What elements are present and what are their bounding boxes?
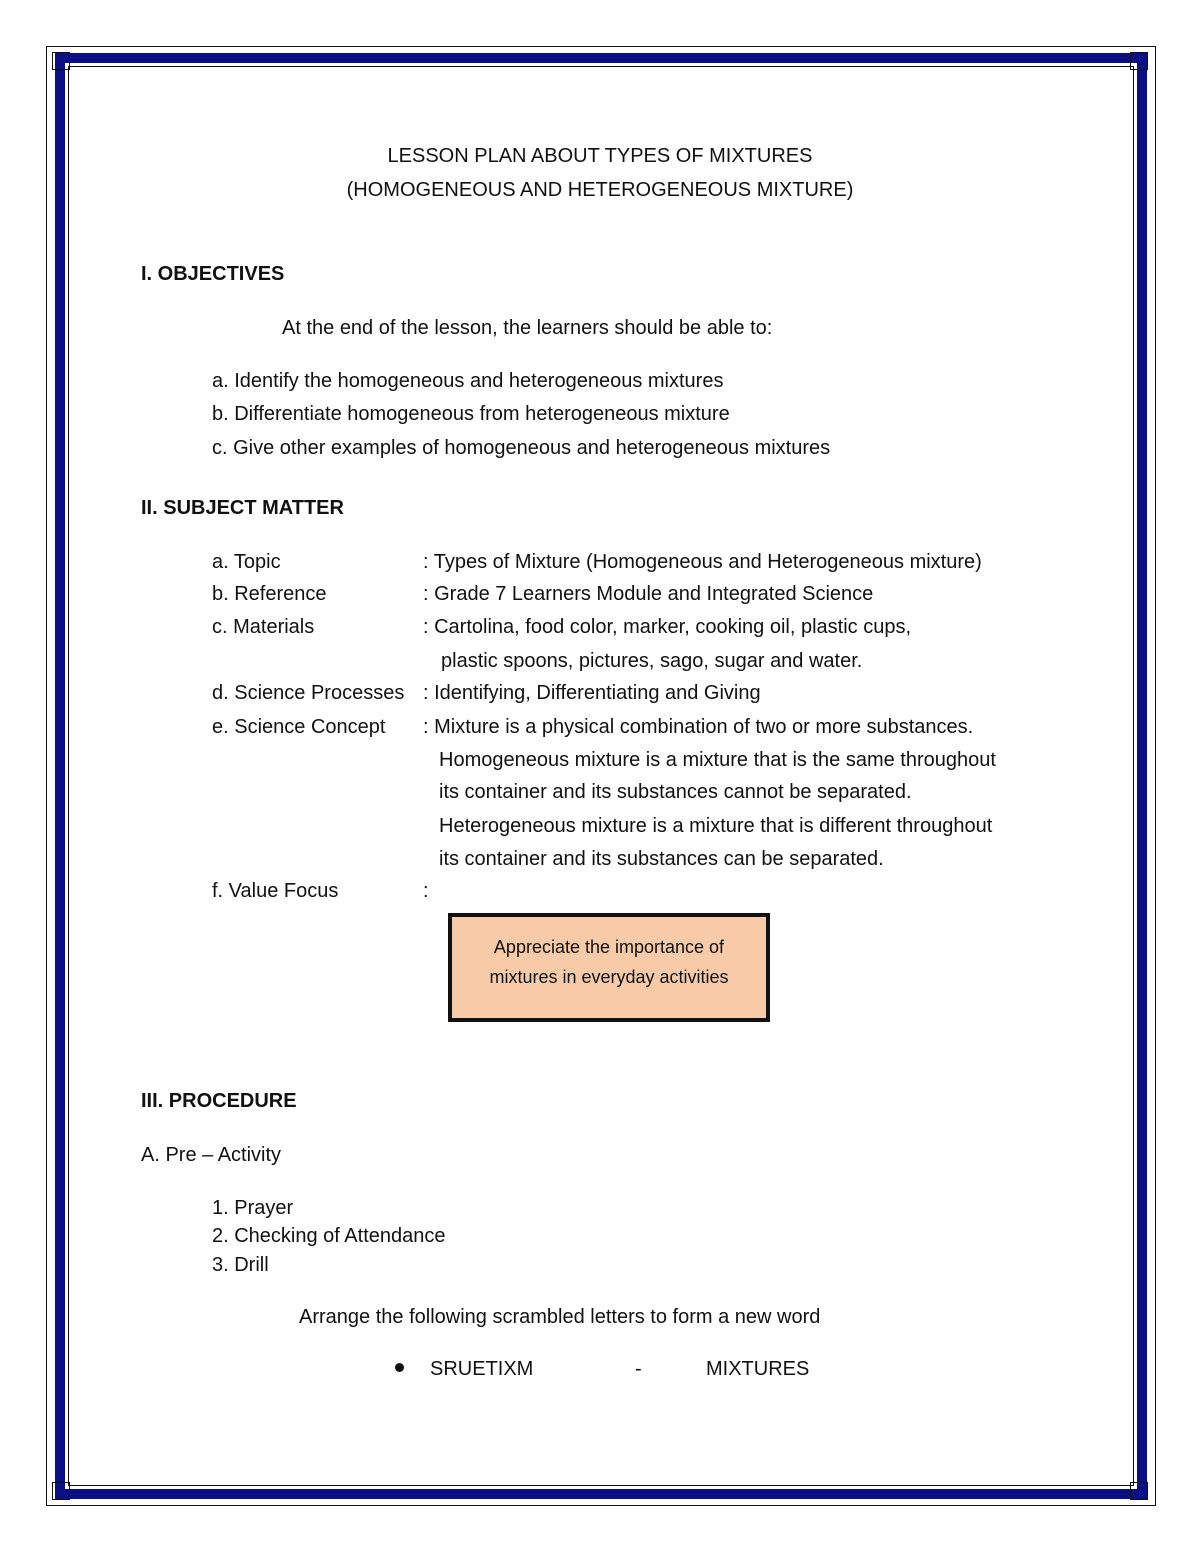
subject-label-concept: e. Science Concept bbox=[212, 716, 386, 738]
procedure-step: 2. Checking of Attendance bbox=[212, 1225, 446, 1247]
subject-value-concept-cont: its container and its substances can be separated. bbox=[439, 848, 884, 870]
corner-ornament-top-right bbox=[1130, 52, 1148, 70]
corner-ornament-bottom-left bbox=[52, 1482, 70, 1500]
scramble-dash: - bbox=[635, 1358, 642, 1380]
procedure-heading: III. PROCEDURE bbox=[141, 1090, 297, 1112]
subject-label-reference: b. Reference bbox=[212, 583, 327, 605]
subject-label-materials: c. Materials bbox=[212, 616, 315, 638]
subject-value-concept: : Mixture is a physical combination of two or more substances. bbox=[423, 716, 974, 738]
value-focus-box bbox=[448, 913, 770, 1022]
subject-value-materials-cont: plastic spoons, pictures, sago, sugar and water. bbox=[441, 650, 863, 672]
subject-value-concept-cont: its container and its substances cannot be separated. bbox=[439, 781, 912, 803]
unscrambled-answer: MIXTURES bbox=[706, 1358, 810, 1380]
subject-matter-heading: II. SUBJECT MATTER bbox=[141, 497, 344, 519]
objectives-heading: I. OBJECTIVES bbox=[141, 263, 285, 285]
document-subtitle: (HOMOGENEOUS AND HETEROGENEOUS MIXTURE) bbox=[346, 179, 854, 201]
subject-value-topic: : Types of Mixture (Homogeneous and Heterogeneous mixture) bbox=[423, 551, 982, 573]
subject-value-value-focus: : bbox=[423, 880, 429, 902]
value-focus-line: mixtures in everyday activities bbox=[489, 967, 729, 987]
subject-label-value-focus: f. Value Focus bbox=[212, 880, 339, 902]
procedure-step: 3. Drill bbox=[212, 1254, 269, 1276]
document-title: LESSON PLAN ABOUT TYPES OF MIXTURES bbox=[387, 145, 813, 167]
subject-value-concept-cont: Heterogeneous mixture is a mixture that is different throughout bbox=[439, 815, 993, 837]
corner-ornament-top-left bbox=[52, 52, 70, 70]
subject-value-materials: : Cartolina, food color, marker, cooking oil, plastic cups, bbox=[423, 616, 912, 638]
objective-item: a. Identify the homogeneous and heterogeneous mixtures bbox=[212, 370, 724, 392]
subject-value-reference: : Grade 7 Learners Module and Integrated Science bbox=[423, 583, 874, 605]
subject-label-topic: a. Topic bbox=[212, 551, 281, 573]
value-focus-line: Appreciate the importance of bbox=[493, 937, 725, 957]
subject-value-processes: : Identifying, Differentiating and Giving bbox=[423, 682, 761, 704]
objectives-intro: At the end of the lesson, the learners should be able to: bbox=[282, 317, 773, 339]
procedure-step: 1. Prayer bbox=[212, 1197, 294, 1219]
objective-item: b. Differentiate homogeneous from heterogeneous mixture bbox=[212, 403, 730, 425]
drill-instruction: Arrange the following scrambled letters to form a new word bbox=[299, 1306, 821, 1328]
bullet-icon bbox=[395, 1363, 404, 1372]
corner-ornament-bottom-right bbox=[1130, 1482, 1148, 1500]
subject-value-concept-cont: Homogeneous mixture is a mixture that is the same throughout bbox=[439, 749, 996, 771]
subject-label-processes: d. Science Processes bbox=[212, 682, 405, 704]
scrambled-word: SRUETIXM bbox=[430, 1358, 534, 1380]
objective-item: c. Give other examples of homogeneous and heterogeneous mixtures bbox=[212, 437, 831, 459]
pre-activity-heading: A. Pre – Activity bbox=[141, 1144, 282, 1166]
